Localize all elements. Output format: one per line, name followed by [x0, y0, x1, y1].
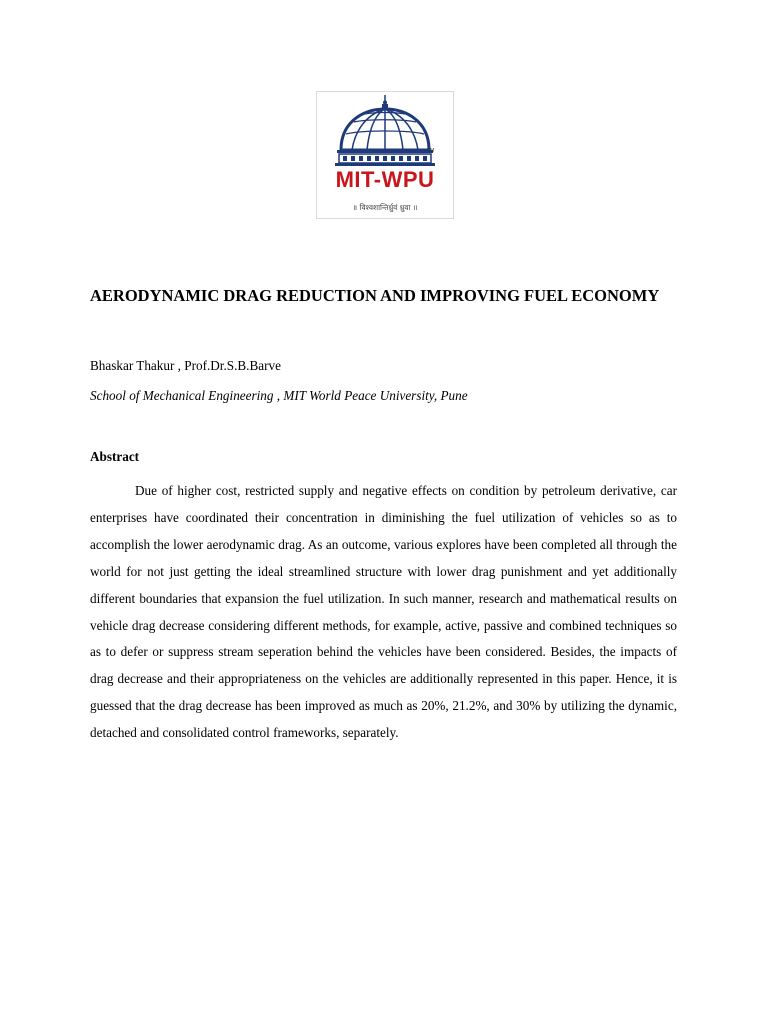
dome-emblem-icon — [317, 92, 453, 172]
logo-motto: ॥ विश्वशान्तिर्ध्रुवं ध्रुवा ॥ — [352, 203, 418, 212]
abstract-body: Due of higher cost, restricted supply and negative effects on condition by petroleum derivative, car enterprises have coordinated their concentration in diminishing the fuel utilization of vehicles so as to accomplish the lower aerodynamic drag. As an outcome, various explores have been completed all through the world for not just getting the ideal streamlined structure with lower drag punishment and yet additionally different boundaries that expansion the fuel utilization. In such manner, research and mathematical results on vehicle drag decrease considering different methods, for example, active, passive and combined techniques so as to defer or suppress stream seperation behind the vehicles have been considered. Besides, the impacts of drag decrease and their appropriateness on the vehicles are additionally represented in this paper. Hence, it is guessed that the drag decrease has been improved as much as 20%, 21.2%, and 30% by utilizing the dynamic, detached and consolidated control frameworks, separately. — [90, 483, 677, 741]
paper-authors: Bhaskar Thakur , Prof.Dr.S.B.Barve — [90, 358, 281, 373]
abstract-heading: Abstract — [90, 449, 140, 464]
university-logo — [316, 91, 454, 219]
paper-affiliation: School of Mechanical Engineering , MIT World Peace University, Pune — [90, 388, 468, 403]
logo-wordmark: MIT-WPU — [335, 167, 435, 192]
paper-title: AERODYNAMIC DRAG REDUCTION AND IMPROVING FUEL ECONOMY — [90, 286, 660, 305]
trademark-mark: TM — [427, 148, 435, 154]
